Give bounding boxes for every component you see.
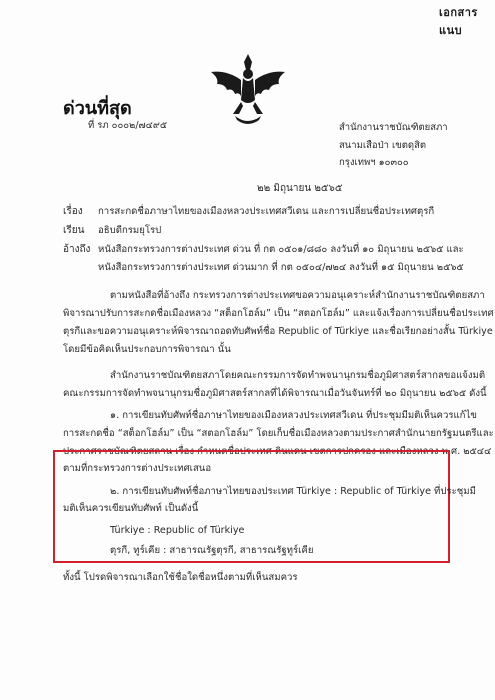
country-name-english: Türkiye : Republic of Türkiye xyxy=(110,525,245,536)
attachment-stamp-text: เอกสารแนบ xyxy=(439,6,478,37)
body-para3-line: ตามที่กระทรวงการต่างประเทศเสนอ xyxy=(63,463,212,474)
reference-line: หนังสือกระทรวงการต่างประเทศ ด่วน ที่ กต ๐๕๐๑/๘๘๐ ลงวันที่ ๑๐ มิถุนายน ๒๕๖๕ และ xyxy=(98,244,464,255)
garuda-emblem-icon xyxy=(205,48,291,130)
body-para4-line: ๒. การเขียนทับศัพท์ชื่อภาษาไทยของประเทศ Türkiye : Republic of Türkiye ที่ประชุมมี xyxy=(110,486,476,497)
body-para1-line: พิจารณาปรับการสะกดชื่อเมืองหลวง “สต็อกโฮล์ม” เป็น “สตอกโฮล์ม” และแจ้งเรื่องการเปลี่ยนชื่อประเทศ xyxy=(63,308,494,319)
closing-line: ทั้งนี้ โปรดพิจารณาเลือกใช้ชื่อใดชื่อหนึ่งตามที่เห็นสมควร xyxy=(63,572,298,583)
document-date: ๒๒ มิถุนายน ๒๕๖๕ xyxy=(257,183,343,194)
recipient-text: อธิบดีกรมยุโรป xyxy=(98,225,162,236)
body-para1-line: โดยมีข้อคิดเห็นประกอบการพิจารณา นั้น xyxy=(63,344,231,355)
document-number: ที่ รภ ๐๐๐๒/๗๔๙๕ xyxy=(88,120,168,131)
reference-line: หนังสือกระทรวงการต่างประเทศ ด่วนมาก ที่ กต ๐๕๐๔/๗๒๔ ลงวันที่ ๑๕ มิถุนายน ๒๕๖๕ xyxy=(98,262,464,273)
body-para1-line: ตามหนังสือที่อ้างถึง กระทรวงการต่างประเทศขอความอนุเคราะห์สำนักงานราชบัณฑิตยสภา xyxy=(110,290,485,301)
subject-text: การสะกดชื่อภาษาไทยของเมืองหลวงประเทศสวีเดน และการเปลี่ยนชื่อประเทศตุรกี xyxy=(98,206,435,217)
country-name-thai: ตุรกี, ทูร์เคีย : สาธารณรัฐตุรกี, สาธารณรัฐทูร์เคีย xyxy=(110,545,314,556)
body-para3-line: ๑. การเขียนทับศัพท์ชื่อภาษาไทยของเมืองหลวงประเทศสวีเดน ที่ประชุมมีมติเห็นควรแก้ไข xyxy=(110,410,477,421)
reference-label: อ้างถึง xyxy=(63,244,91,255)
body-para2-line: คณะกรรมการจัดทำพจนานุกรมชื่อภูมิศาสตร์สากลที่ได้พิจารณาเมื่อวันจันทร์ที่ ๒๐ มิถุนายน ๒๕๖๕ ดังนี้ xyxy=(63,388,487,399)
agency-city: กรุงเทพฯ ๑๐๓๐๐ xyxy=(339,157,409,168)
agency-name: สำนักงานราชบัณฑิตยสภา xyxy=(339,122,448,133)
recipient-label: เรียน xyxy=(63,225,85,236)
subject-label: เรื่อง xyxy=(63,206,83,217)
body-para3-line: ประกาศราชบัณฑิตยสถาน เรื่อง กำหนดชื่อประเทศ ดินแดน เขตการปกครอง และเมืองหลวง พ.ศ. ๒๕๔๔ xyxy=(63,446,492,457)
agency-address: สนามเสือป่า เขตดุสิต xyxy=(339,140,427,151)
urgency-label: ด่วนที่สุด xyxy=(63,98,132,119)
attachment-stamp xyxy=(433,0,495,37)
body-para4-line: มติเห็นควรเขียนทับศัพท์ เป็นดังนี้ xyxy=(63,503,199,514)
body-para2-line: สำนักงานราชบัณฑิตยสภาโดยคณะกรรมการจัดทำพจนานุกรมชื่อภูมิศาสตร์สากลขอแจ้งมติ xyxy=(110,370,486,381)
body-para1-line: ตุรกีและขอความอนุเคราะห์พิจารณาถอดทับศัพท์ชื่อ Republic of Türkiye และชื่อเรียกอย่างสั้น Türkiye xyxy=(63,326,493,337)
body-para3-line: การสะกดชื่อ “สต็อกโฮล์ม” เป็น “สตอกโฮล์ม” โดยเก็บชื่อเมืองหลวงตามประกาศสำนักนายกรัฐมนตรีและ xyxy=(63,428,494,439)
